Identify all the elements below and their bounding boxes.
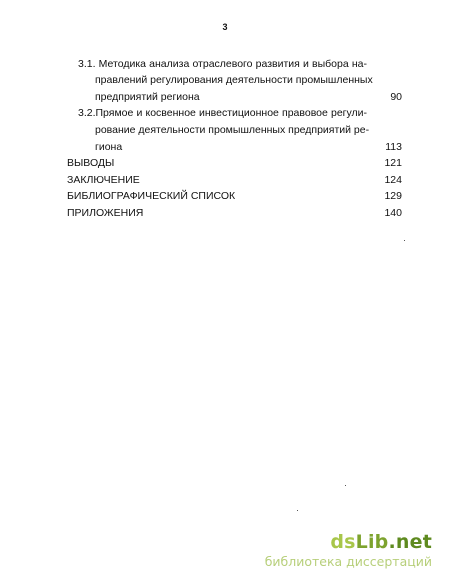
- dslib-subtitle: библиотека диссертаций: [264, 554, 432, 569]
- toc-item-3-2-line-3: гиона: [95, 141, 123, 153]
- scan-speck: [345, 485, 346, 486]
- toc-bibliography-page: 129: [384, 190, 402, 202]
- toc-appendices-label: ПРИЛОЖЕНИЯ: [67, 207, 144, 219]
- toc-conclusions-page: 121: [384, 157, 402, 169]
- toc-item-3-1-page: 90: [390, 91, 402, 103]
- toc-item-3-1-line-1: 3.1. Методика анализа отраслевого развития и выбора на-: [78, 58, 367, 70]
- toc-bibliography-label: БИБЛИОГРАФИЧЕСКИЙ СПИСОК: [67, 190, 236, 202]
- dslib-watermark: [256, 531, 436, 573]
- toc-summary-label: ЗАКЛЮЧЕНИЕ: [67, 174, 140, 186]
- scan-speck: [297, 510, 298, 511]
- toc-item-3-1-line-3: предприятий региона: [95, 91, 200, 103]
- toc-item-3-2-line-2: рование деятельности промышленных предприятий ре-: [95, 124, 370, 136]
- toc-item-3-2-page: 113: [385, 141, 402, 153]
- dslib-logo: dsLib.net: [330, 531, 432, 553]
- toc-item-3-1-line-2: правлений регулирования деятельности промышленных: [95, 74, 373, 86]
- toc-conclusions-label: ВЫВОДЫ: [67, 157, 115, 169]
- toc-item-3-2-line-1: 3.2.Прямое и косвенное инвестиционное правовое регули-: [78, 107, 367, 119]
- toc-summary-page: 124: [384, 174, 402, 186]
- toc-appendices-page: 140: [384, 207, 402, 219]
- scan-speck: [404, 240, 405, 241]
- page-number: 3: [222, 22, 228, 32]
